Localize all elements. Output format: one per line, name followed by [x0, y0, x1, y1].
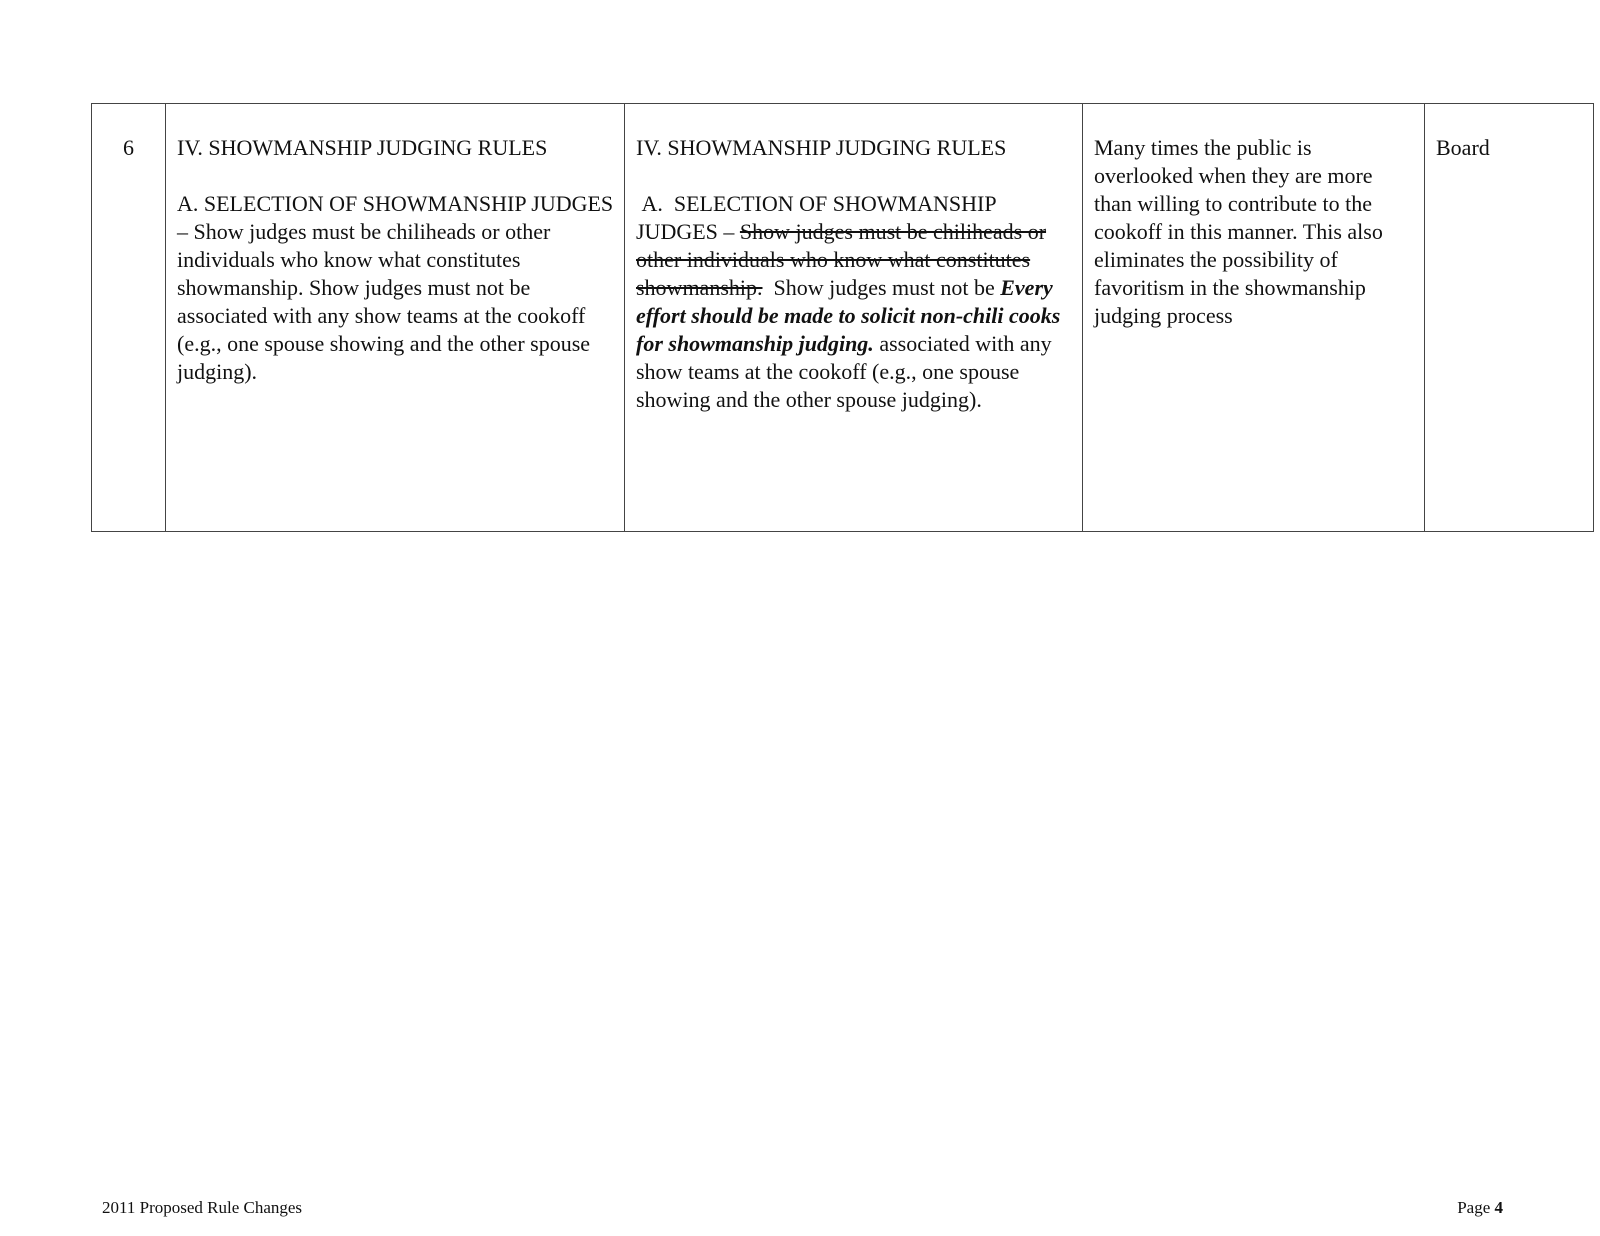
proposed-rule-lead: A. SELECTION OF SHOWMANSHIP JUDGES – [636, 191, 1002, 244]
proposed-rule-text [636, 190, 1072, 414]
retained-text: associated with any show teams at the cookoff (e.g., one spouse showing and the other spouse judging). [636, 331, 1052, 412]
footer-page-number [1457, 1198, 1503, 1218]
submitted-by: Board [1436, 135, 1490, 160]
current-rule-heading: IV. SHOWMANSHIP JUDGING RULES [177, 135, 548, 160]
rule-change-table [91, 103, 1594, 532]
footer-document-title: 2011 Proposed Rule Changes [102, 1198, 303, 1217]
page-number: 4 [1494, 1198, 1503, 1217]
table-row [92, 104, 1594, 532]
proposed-rule-cell [625, 104, 1083, 532]
paragraph-gap [177, 162, 614, 190]
item-number: 6 [123, 135, 134, 160]
retained-text: Show judges must not be [762, 275, 1001, 300]
reason-text: Many times the public is overlooked when they are more than willing to contribute to the cookoff in this manner. This also eliminates the possibility of favoritism in the showmanship judging process [1094, 135, 1383, 328]
reason-cell [1083, 104, 1425, 532]
current-rule-cell [166, 104, 625, 532]
proposed-rule-heading: IV. SHOWMANSHIP JUDGING RULES [636, 135, 1007, 160]
submitted-by-cell [1425, 104, 1594, 532]
item-number-cell [92, 104, 166, 532]
added-text: Every effort should be made to solicit non-chili cooks for showmanship judging. [636, 275, 1061, 356]
page-label: Page [1457, 1198, 1495, 1217]
paragraph-gap [636, 162, 1072, 190]
deleted-text: Show judges must be chiliheads or other individuals who know what constitutes showmanship. [636, 219, 1047, 300]
current-rule-text: A. SELECTION OF SHOWMANSHIP JUDGES – Show judges must be chiliheads or other individuals who know what constitutes showmanship. Show judges must not be associated with any show teams at the cookoff (e.g., one spouse showing and the other spouse judging). [177, 191, 614, 384]
